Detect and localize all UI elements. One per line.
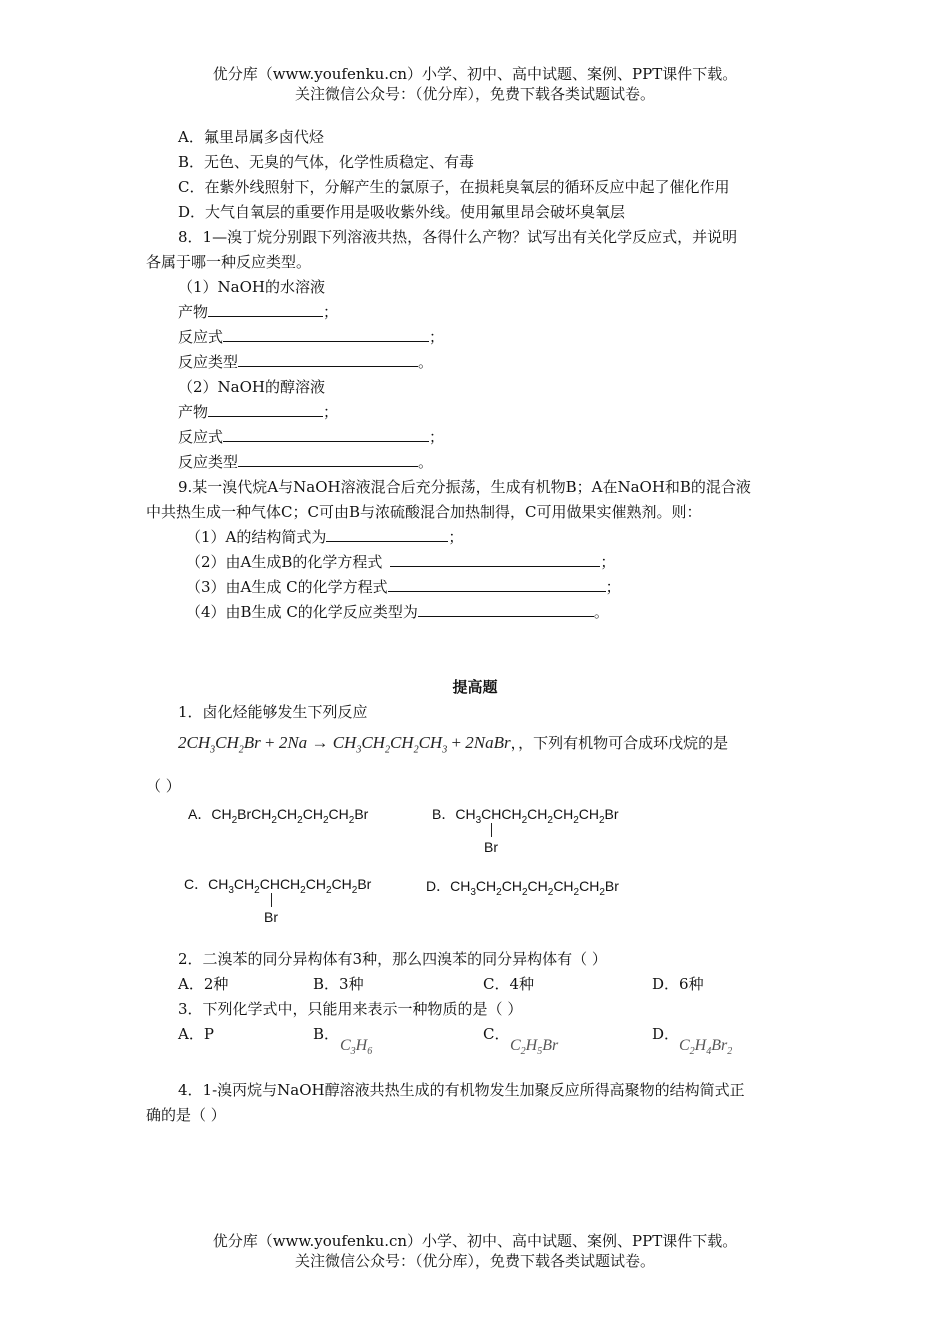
q7-option-c: C．在紫外线照射下，分解产生的氯原子，在损耗臭氧层的循环反应中起了催化作用 [178,178,730,196]
label: A． [188,806,212,822]
q8-stem-1: 8．1—溴丁烷分别跟下列溶液共热，各得什么产物？试写出有关化学反应式，并说明 [178,228,738,246]
option-b-branch: Br [484,839,498,855]
punct: ； [448,528,464,546]
q7-option-b: B．无色、无臭的气体，化学性质稳定、有毒 [178,153,475,171]
q9-part-1 [186,527,463,547]
label: 产物 [178,403,209,421]
reaction-equation: $2CH_3CH_2Br + 2Na \to CH_3CH_2CH_2CH_3$ + 2NaBr [178,733,511,756]
a2-stem: 2．二溴苯的同分异构体有3种，那么四溴苯的同分异构体有（ ） [178,950,607,968]
q8-2-equation-row [178,427,444,447]
label: （4）由B生成 C的化学反应类型为 [186,603,418,621]
formula-c: $CH_3CH_2CHCH_2CH_2CH_2Br$ [208,876,372,896]
label: 反应类型 [178,353,239,371]
option-c-bond [271,893,272,907]
q8-2-type-row [178,452,433,472]
q8-1-product-row [178,302,338,322]
a4-stem-1: 4．1-溴丙烷与NaOH醇溶液共热生成的有机物发生加聚反应所得高聚物的结构简式正 [178,1081,745,1099]
q8-1-type-blank[interactable] [238,352,418,367]
q8-1-product-blank[interactable] [208,302,323,317]
q9-3-blank[interactable] [388,577,606,592]
q9-part-3 [186,577,621,597]
label: 产物 [178,303,209,321]
punct: 。 [418,353,434,371]
a3-option-d-formula: $C_2H_4Br_2$ [679,1037,733,1058]
q8-part-1: （1）NaOH的水溶液 [178,278,325,296]
q9-4-blank[interactable] [418,602,594,617]
label: 反应式 [178,428,224,446]
formula-b: $CH_3CHCH_2CH_2CH_2CH_2Br$ [455,806,619,826]
label: （2）由A生成B的化学方程式 [186,553,383,571]
punct: ； [323,303,339,321]
a4-stem-2: 确的是（ ） [146,1106,226,1124]
a2-option-b: B．3种 [313,975,364,993]
punct: ； [600,553,616,571]
a3-stem: 3．下列化学式中，只能用来表示一种物质的是（ ） [178,1000,523,1018]
q8-part-2: （2）NaOH的醇溶液 [178,378,325,396]
label: （3）由A生成 C的化学方程式 [186,578,388,596]
a3-option-b-label: B． [313,1025,340,1043]
q8-2-product-blank[interactable] [208,402,323,417]
a3-option-c-label: C． [483,1025,510,1043]
q9-stem-2: 中共热生成一种气体C；C可由B与浓硫酸混合加热制得，C可用做果实催熟剂。则： [146,503,702,521]
a1-stem: 1．卤化烃能够发生下列反应 [178,703,368,721]
punct: 。 [418,453,434,471]
formula-d: $CH_3CH_2CH_2CH_2CH_2CH_2Br$ [450,878,619,898]
a2-option-c: C．4种 [483,975,535,993]
label: 反应类型 [178,453,239,471]
a1-answer-paren: （ ） [146,777,181,795]
q8-1-type-row [178,352,433,372]
punct: ； [429,328,445,346]
label: B． [432,806,456,822]
header-line-1: 优分库（www.youfenku.cn）小学、初中、高中试题、案例、PPT课件下载。 [212,65,738,83]
q9-stem-1: 9.某一溴代烷A与NaOH溶液混合后充分振荡，生成有机物B；A在NaOH和B的混合液 [178,478,751,496]
section-title: 提高题 [452,678,498,696]
comma: ， [510,734,519,752]
punct: ； [605,578,621,596]
label: 反应式 [178,328,224,346]
punct: ； [323,403,339,421]
a1-equation-row [178,733,728,760]
label: C． [184,876,209,892]
q8-2-equation-blank[interactable] [223,427,429,442]
formula-a: $CH_2BrCH_2CH_2CH_2CH_2Br$ [211,806,369,826]
a1-option-d [426,876,619,903]
a2-option-a: A．2种 [178,975,229,993]
label: （1）A的结构简式为 [186,528,327,546]
label: D． [426,878,451,894]
q8-stem-2: 各属于哪一种反应类型。 [146,253,312,271]
q9-part-4 [186,602,609,622]
q8-1-equation-blank[interactable] [223,327,429,342]
a3-option-a: A．P [178,1025,214,1043]
punct: 。 [593,603,609,621]
a1-option-a [188,804,368,831]
option-c-branch: Br [264,909,278,925]
q9-part-2 [186,552,615,572]
q8-2-type-blank[interactable] [238,452,418,467]
q9-2-blank[interactable] [390,552,600,567]
q8-2-product-row [178,402,338,422]
q8-1-equation-row [178,327,444,347]
a1-option-b [432,804,619,831]
option-b-bond [491,823,492,837]
a2-option-d: D．6种 [652,975,704,993]
a1-stem-tail: ，下列有机物可合成环戊烷的是 [518,734,729,752]
footer-line-2: 关注微信公众号：（优分库），免费下载各类试题试卷。 [294,1252,655,1270]
q7-option-d: D．大气自氧层的重要作用是吸收紫外线。使用氟里昂会破坏臭氧层 [178,203,626,221]
footer-line-1: 优分库（www.youfenku.cn）小学、初中、高中试题、案例、PPT课件下载。 [212,1232,738,1250]
q9-1-blank[interactable] [326,527,448,542]
q7-option-a: A．氟里昂属多卤代烃 [178,128,324,146]
a3-option-b-formula: $C_3H_6$ [340,1037,373,1058]
punct: ； [429,428,445,446]
a1-option-c [184,874,371,901]
a3-option-c-formula: $C_2H_5Br$ [510,1037,559,1058]
header-line-2: 关注微信公众号：（优分库），免费下载各类试题试卷。 [294,85,655,103]
a3-option-d-label: D． [652,1025,680,1043]
